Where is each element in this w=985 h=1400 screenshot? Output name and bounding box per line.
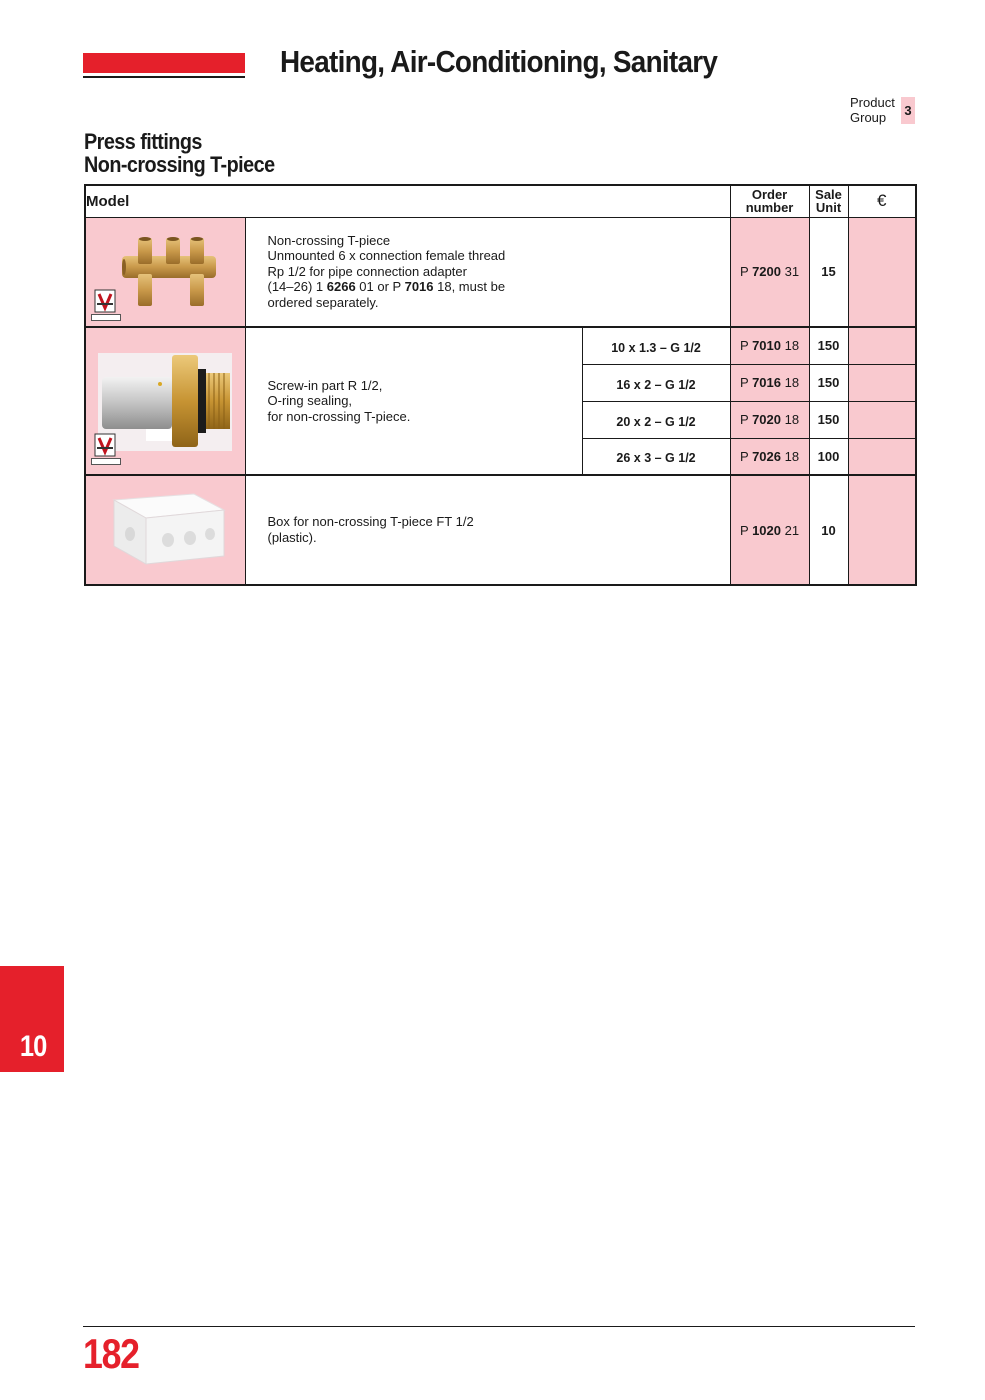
footer-rule (83, 1326, 915, 1327)
order-prefix: P (740, 375, 753, 390)
product-description (245, 327, 582, 475)
order-main: 7016 (752, 375, 781, 390)
brand-logo-icon (93, 288, 117, 314)
col-order-header (730, 185, 809, 217)
table-row (85, 217, 916, 327)
product-image-cell (85, 475, 245, 585)
desc-line: Box for non-crossing T-piece FT 1/2 (267, 514, 474, 530)
price-cell (848, 364, 916, 401)
product-image-cell (85, 217, 245, 327)
order-suffix: 18 (780, 448, 800, 464)
order-number (730, 401, 809, 438)
order-main: 1020 (752, 522, 781, 538)
col-price-header: € (848, 185, 916, 217)
page-title: Heating, Air-Conditioning, Sanitary (280, 44, 718, 79)
order-prefix: P (740, 522, 753, 538)
order-prefix: P (740, 264, 753, 280)
col-unit-header-line1: Sale (815, 187, 842, 203)
desc-bold-ref: 6266 (326, 279, 356, 295)
desc-line: Non-crossing T-piece (267, 232, 391, 248)
sale-unit: 100 (809, 438, 848, 475)
header-red-bar (83, 53, 245, 73)
sale-unit: 150 (809, 364, 848, 401)
product-description (245, 475, 730, 585)
desc-line: (plastic). (267, 530, 317, 545)
product-image-cell (85, 327, 245, 475)
section-title-line2: Non-crossing T-piece (84, 152, 275, 177)
desc-line (268, 279, 720, 295)
order-suffix: 21 (780, 522, 800, 538)
order-number (730, 364, 809, 401)
variant-dimension: 10 x 1.3 – G 1/2 (582, 327, 730, 364)
price-cell (848, 475, 916, 585)
desc-text: (14–26) 1 (267, 279, 327, 295)
col-order-header-line1: Order (751, 187, 788, 203)
plastic-box-image (86, 476, 244, 584)
price-cell (848, 327, 916, 364)
sale-unit: 150 (809, 401, 848, 438)
chapter-number: 10 (19, 1030, 47, 1063)
table-header-row (85, 185, 916, 217)
col-unit-header (809, 185, 848, 217)
sale-unit: 15 (809, 217, 848, 327)
order-main: 7026 (752, 448, 781, 464)
col-order-header-line2: number (745, 200, 794, 216)
order-number (730, 438, 809, 475)
desc-line: Rp 1/2 for pipe connection adapter (267, 263, 467, 279)
page-number: 182 (83, 1330, 139, 1377)
brand-logo-icon (93, 432, 117, 458)
variant-dimension: 16 x 2 – G 1/2 (582, 364, 730, 401)
section-title (84, 130, 275, 176)
order-prefix: P (740, 412, 753, 427)
order-suffix: 18 (780, 375, 800, 390)
product-group-label (850, 95, 895, 125)
product-group-number: 3 (901, 97, 915, 124)
table-row (85, 327, 916, 364)
desc-line: Unmounted 6 x connection female thread (267, 248, 506, 264)
desc-line: O-ring sealing, (267, 393, 353, 409)
variant-dimension: 20 x 2 – G 1/2 (582, 401, 730, 438)
order-prefix: P (740, 338, 753, 354)
order-suffix: 18 (780, 338, 800, 354)
order-main: 7200 (752, 264, 781, 280)
product-group-label-line1: Product (850, 95, 895, 110)
section-title-line1: Press fittings (84, 129, 202, 154)
col-unit-header-line2: Unit (815, 200, 842, 216)
price-cell (848, 401, 916, 438)
desc-line: ordered separately. (267, 294, 379, 310)
variant-dimension: 26 x 3 – G 1/2 (582, 438, 730, 475)
sale-unit: 150 (809, 327, 848, 364)
product-description (245, 217, 730, 327)
table-row (85, 475, 916, 585)
desc-text: 01 or P (355, 279, 405, 295)
order-prefix: P (740, 448, 753, 464)
order-number (730, 217, 809, 327)
order-suffix: 31 (780, 264, 800, 280)
order-number (730, 327, 809, 364)
desc-line: Screw-in part R 1/2, (267, 377, 383, 393)
col-model-header: Model (85, 185, 730, 217)
price-cell (848, 438, 916, 475)
order-main: 7020 (752, 412, 781, 427)
order-main: 7010 (752, 338, 781, 354)
order-suffix: 18 (780, 412, 800, 427)
brand-logo-tag (91, 314, 121, 321)
desc-line: for non-crossing T-piece. (267, 408, 411, 424)
header-rule (83, 76, 245, 78)
brand-logo-tag (91, 458, 121, 465)
price-cell (848, 217, 916, 327)
desc-text: 18, must be (433, 279, 506, 295)
order-number (730, 475, 809, 585)
product-table (84, 184, 917, 586)
desc-bold-ref: 7016 (404, 279, 434, 295)
product-group-label-line2: Group (850, 110, 887, 125)
sale-unit: 10 (809, 475, 848, 585)
